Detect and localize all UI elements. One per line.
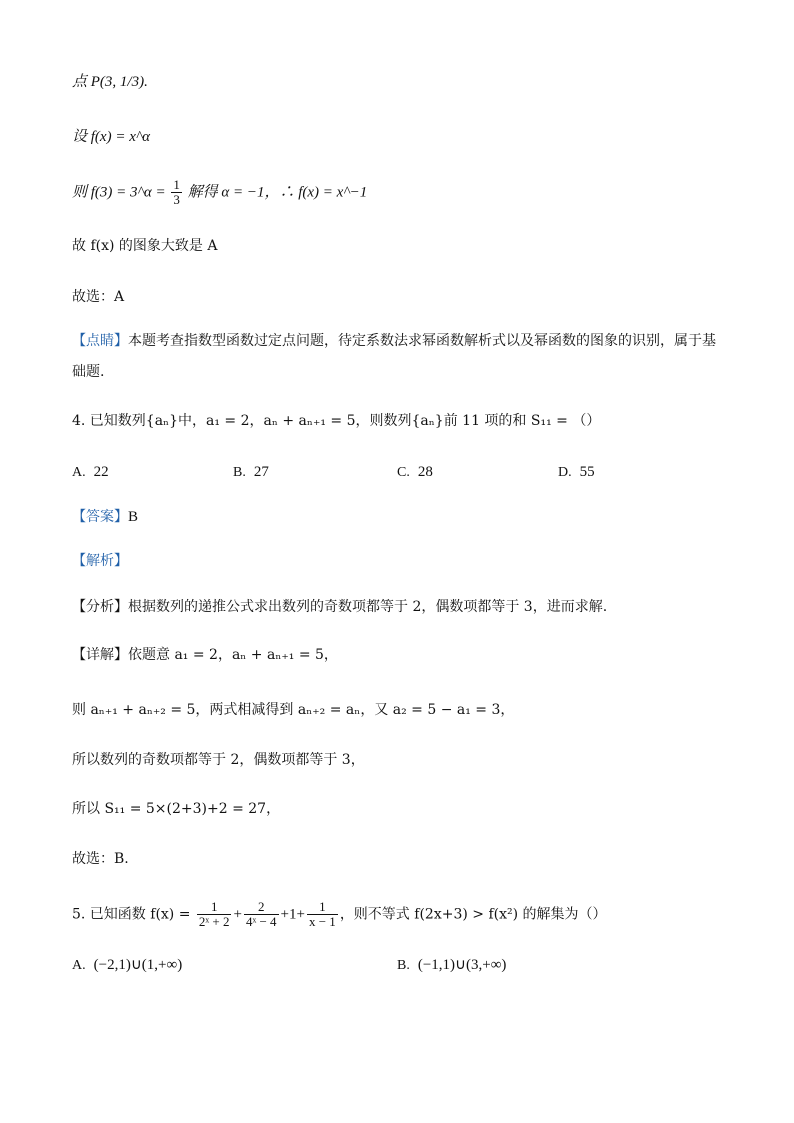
q5-option-a: A. (−2,1)∪(1,+∞) bbox=[72, 957, 183, 973]
step-2-q4: 所以数列的奇数项都等于 2，偶数项都等于 3， bbox=[72, 752, 365, 768]
q5-fraction-2: $\frac{2}{\text{4ˣ − 4}}$ bbox=[245, 899, 277, 929]
q5-option-b: B. (−1,1)∪(3,+∞) bbox=[397, 957, 507, 973]
comment-line-1: 【点睛】本题考查指数型函数过定点问题，待定系数法求幂函数解析式以及幂函数的图象的识别，属于基 bbox=[72, 333, 716, 349]
step-3-q4: 所以 S₁₁ = 5×(2+3)+2 = 27， bbox=[72, 801, 281, 817]
answer-line-q4: 【答案】B bbox=[72, 509, 139, 525]
q5-fraction-1: $\frac{1}{\text{2ˣ + 2}}$ bbox=[198, 899, 230, 929]
q4-option-d: D. 55 bbox=[558, 464, 595, 480]
step-1-q4: 则 aₙ₊₁ + aₙ₊₂ = 5，两式相减得到 aₙ₊₂ = aₙ，又 a₂ = 5 − a₁ = 3， bbox=[72, 702, 515, 718]
point-p-line: 点 P(3, 1/3). bbox=[72, 74, 148, 90]
fenxi-line-q4: 【分析】根据数列的递推公式求出数列的奇数项都等于 2，偶数项都等于 3，进而求解. bbox=[72, 599, 608, 615]
q4-option-a: A. 22 bbox=[72, 464, 109, 480]
comment-tag: 【点睛】 bbox=[72, 333, 128, 349]
detail-tag: 【详解】 bbox=[72, 647, 128, 663]
question-4-stem: 4. 已知数列{aₙ}中，a₁ = 2，aₙ + aₙ₊₁ = 5，则数列{aₙ}前 11 项的和 S₁₁ = （） bbox=[72, 413, 601, 429]
choice-line-q4: 故选：B. bbox=[72, 851, 129, 867]
q5-fraction-3: $\frac{1}{x - 1}$ bbox=[308, 899, 336, 929]
one-third-fraction: $\frac{1}{3}$ bbox=[173, 177, 180, 207]
detail-line-q4: 【详解】依题意 a₁ = 2，aₙ + aₙ₊₁ = 5， bbox=[72, 647, 338, 663]
choice-line-q3: 故选：A bbox=[72, 289, 125, 305]
graph-conclusion-line: 故 f(x) 的图象大致是 A bbox=[72, 238, 218, 254]
answer-tag: 【答案】 bbox=[72, 509, 128, 525]
comment-line-2: 础题. bbox=[72, 364, 105, 380]
assume-power-function-line: 设 f(x) = x^α bbox=[72, 129, 151, 145]
fenxi-tag: 【分析】 bbox=[72, 599, 128, 615]
q4-option-b: B. 27 bbox=[233, 464, 269, 480]
q4-option-c: C. 28 bbox=[397, 464, 433, 480]
analysis-heading-q4: 【解析】 bbox=[72, 553, 128, 569]
question-5-stem: 5. 已知函数 f(x) = $\frac{1}{\text{2ˣ + 2}}$ + $\frac{2}{\text{4ˣ − 4}}$ +1+ $\frac{1}{x - 1}$ ，则不等式 f(2x+3) > f(x²) 的解集为（） bbox=[72, 899, 607, 929]
solve-alpha-line: 则 f(3) = 3^α = $\frac{1}{3}$ 解得 α = −1，∴ f(x) = x^−1 bbox=[72, 177, 368, 207]
